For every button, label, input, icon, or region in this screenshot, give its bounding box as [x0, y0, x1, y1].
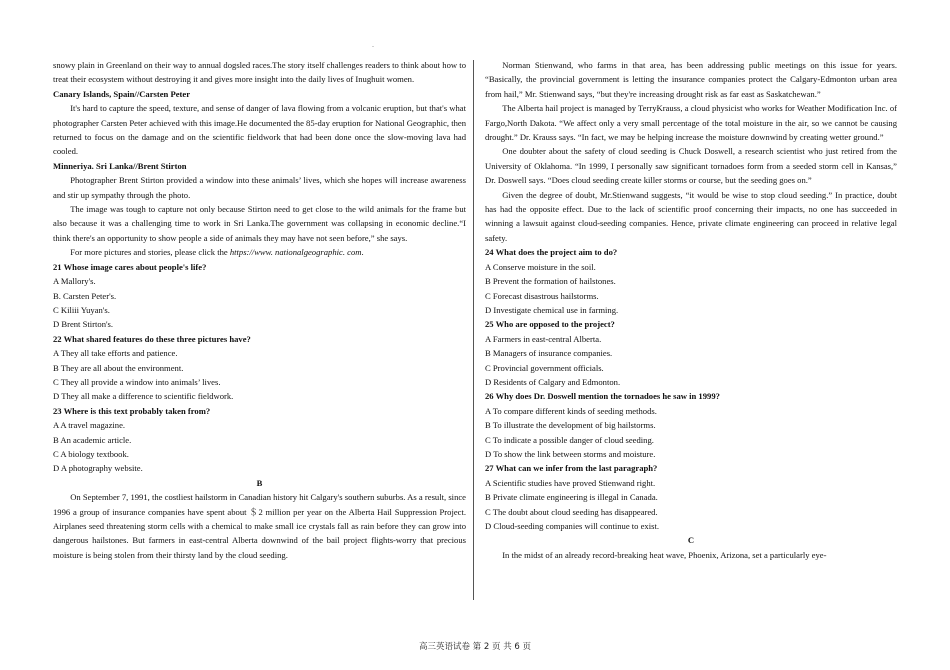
option: B An academic article.	[53, 434, 132, 445]
link-end: .	[361, 247, 364, 258]
option: C Provincial government officials.	[485, 362, 604, 373]
option: C They all provide a window into animals’ lives.	[53, 376, 221, 387]
option: D A photography website.	[53, 463, 143, 474]
photo-heading: Canary Islands, Spain//Carsten Peter	[53, 88, 191, 99]
option: A To compare different kinds of seeding methods.	[485, 405, 657, 416]
link-intro: For more pictures and stories, please click the	[70, 247, 230, 258]
question-25: 25 Who are opposed to the project?	[485, 319, 615, 330]
option: B Private climate engineering is illegal in Canada.	[485, 492, 658, 503]
paragraph: Given the degree of doubt, Mr.Stienwand suggests, “it would be wise to stop cloud seeding.” In practice, doubt has had the opposite effect. Due to the lack of scientific proof concerning their impacts, no one has succeeded in winning a lawsuit against cloud-seeding companies. Hence, private climate engineering can proceed in relative legal safety.	[485, 189, 897, 243]
paragraph: snowy plain in Greenland on their way to annual dogsled races.The story itself challenges readers to think about how to treat their ecosystem without destroying it and gives more insight into the daily lives of Inughuit women.	[53, 60, 466, 85]
option: D Brent Stirton's.	[53, 319, 114, 330]
photo-heading: Minneriya. Sri Lanka//Brent Stirton	[53, 160, 187, 171]
question-21: 21 Whose image cares about people's life?	[53, 261, 207, 272]
option: A They all take efforts and patience.	[53, 348, 178, 359]
column-divider	[473, 60, 474, 600]
question-24: 24 What does the project aim to do?	[485, 247, 618, 258]
option: C A biology textbook.	[53, 448, 129, 459]
header-mark: .	[372, 40, 374, 49]
option: C Forecast disastrous hailstorms.	[485, 290, 599, 301]
paragraph: The Alberta hail project is managed by TerryKrauss, a cloud physicist who works for Weather Modification Inc. of Fargo,North Dakota. “We affect only a very small percentage of the total moisture in the air, so we cannot be causing drought.” Dr. Krauss says. “In fact, we may be helping increase the moisture downwind by creating wetter ground.”	[485, 103, 897, 143]
option: B. Carsten Peter's.	[53, 290, 117, 301]
paragraph: On September 7, 1991, the costliest hailstorm in Canadian history hit Calgary's southern suburbs. As a result, since 1996 a group of insurance companies have spent about ＄2 million per year on the Alberta Hail Suppression Project. Airplanes seed threatening storm cells with a chemical to make small ice crystals fall as rain before they can grow into dangerous hailstones. But farmers in east-central Alberta downwind of the bail project flights-worry that precious moisture is being stolen from their thirsty land by the cloud seeding.	[53, 492, 466, 560]
option: D They all make a difference to scientific fieldwork.	[53, 391, 234, 402]
option: C To indicate a possible danger of cloud seeding.	[485, 434, 654, 445]
paragraph: Photographer Brent Stirton provided a window into these animals’ lives, which she hopes will increase awareness and stir up sympathy through the photo.	[53, 175, 466, 200]
option: A Mallory's.	[53, 276, 96, 287]
option: B Prevent the formation of hailstones.	[485, 276, 616, 287]
option: B They are all about the environment.	[53, 362, 184, 373]
page-footer: 高三英语试卷 第 2 页 共 6 页	[418, 642, 532, 652]
option: D Residents of Calgary and Edmonton.	[485, 376, 621, 387]
paragraph	[53, 245, 466, 259]
question-23: 23 Where is this text probably taken from?	[53, 405, 211, 416]
paragraph: The image was tough to capture not only because Stirton need to get close to the wild animals for the frame but also because it was a challenging time to work in Sri Lanka.The government was collapsing in economic decline.“I think there's an opportunity to show people a side of animals they may have not seen before,” she says.	[53, 204, 466, 243]
option: C The doubt about cloud seeding has disappeared.	[485, 506, 658, 517]
paragraph: One doubter about the safety of cloud seeding is Chuck Doswell, a research scientist who just retired from the University of Oklahoma. “In 1999, I personally saw significant tornadoes form from a seeded storm cell in Kansas,” Dr. Doswell says. “Does cloud seeding create killer storms or course, but the seeding goes on.”	[485, 146, 897, 186]
website-link[interactable]: https://www. nationalgeographic. com	[229, 247, 362, 258]
question-26: 26 Why does Dr. Doswell mention the tornadoes he saw in 1999?	[485, 391, 720, 402]
question-27: 27 What can we infer from the last paragraph?	[485, 463, 658, 474]
option: A Farmers in east-central Alberta.	[485, 333, 602, 344]
paragraph: In the midst of an already record-breaking heat wave, Phoenix, Arizona, set a particularly eye-	[502, 549, 827, 560]
option: D To show the link between storms and moisture.	[485, 448, 656, 459]
paragraph: Norman Stienwand, who farms in that area, has been addressing public meetings on this issue for years. “Basically, the provincial government is letting the insurance companies protect the Calgary-Edmonton urban area from hail,” Mr. Stienwand says, “but they're increasing drought risk as far east as Saskatchewan.”	[485, 60, 897, 99]
option: D Cloud-seeding companies will continue to exist.	[485, 521, 659, 531]
option: C Kiliii Yuyan's.	[53, 304, 110, 315]
right-column	[485, 58, 897, 562]
option: A A travel magazine.	[53, 420, 126, 431]
option: A Conserve moisture in the soil.	[485, 261, 596, 272]
option: A Scientific studies have proved Stienwand right.	[485, 477, 656, 488]
option: B To illustrate the development of big hailstorms.	[485, 420, 656, 431]
section-c-heading: C	[687, 535, 695, 546]
paragraph: It's hard to capture the speed, texture, and sense of danger of lava flowing from a volcanic eruption, but that's what photographer Carsten Peter achieved with this image.He documented the 85-day eruption for National Geographic, then returned to focus on the damage and on the scientific fieldwork that had been done once the slow-moving lava had cooled.	[53, 103, 466, 157]
question-22: 22 What shared features do these three pictures have?	[53, 333, 251, 344]
option: D Investigate chemical use in farming.	[485, 304, 619, 315]
left-column	[53, 58, 466, 562]
option: B Managers of insurance companies.	[485, 348, 613, 359]
section-b-heading: B	[256, 477, 263, 488]
